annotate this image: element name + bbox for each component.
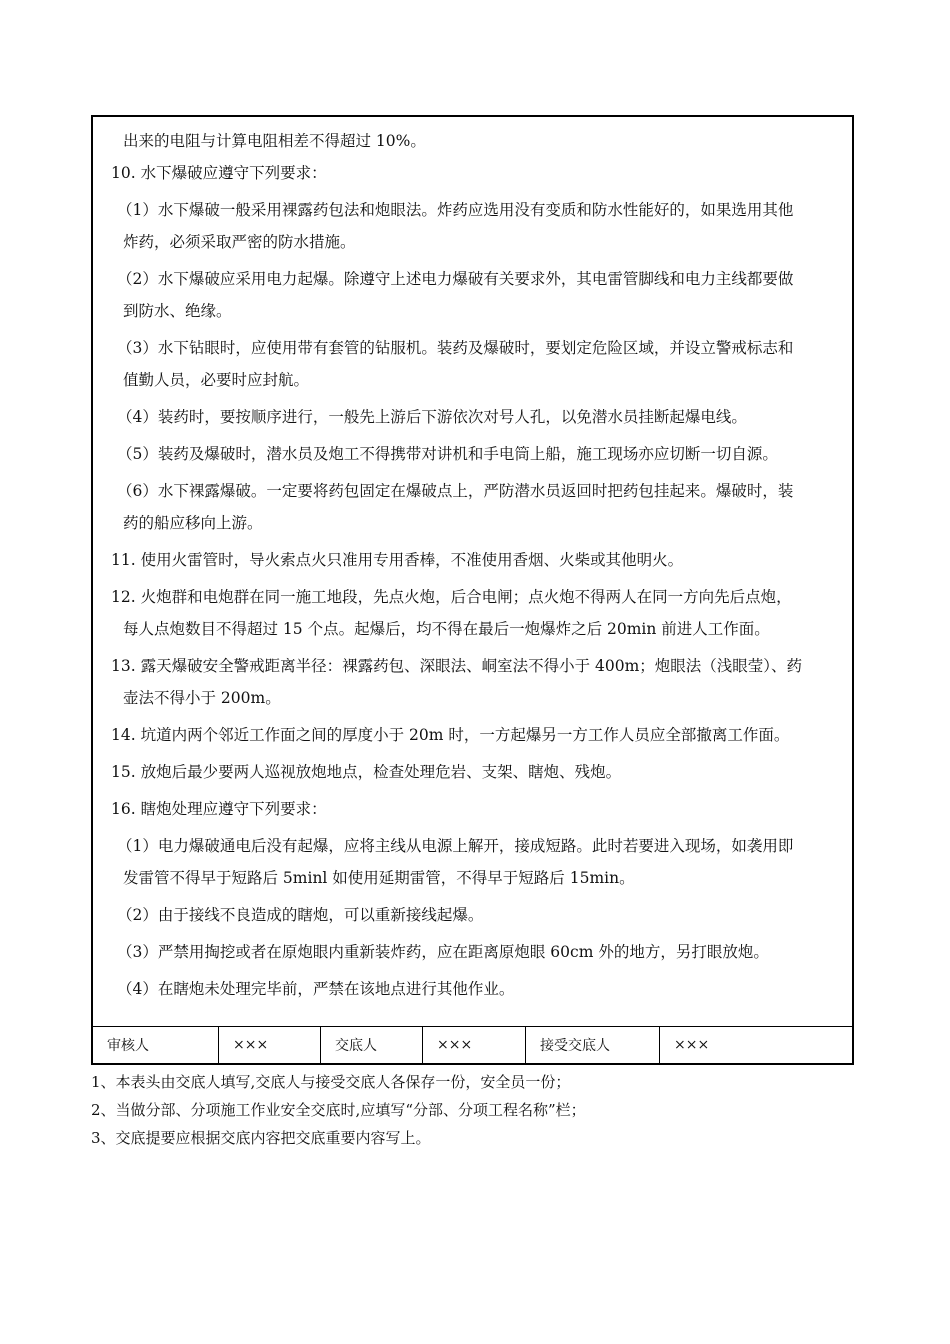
content-line: （2）由于接线不良造成的瞎炮，可以重新接线起爆。 (117, 906, 484, 924)
content-line: 药的船应移向上游。 (123, 514, 263, 532)
disclosure-form (91, 115, 854, 1065)
disclosure-content (93, 117, 852, 1029)
content-line: 值勤人员，必要时应封航。 (123, 371, 310, 389)
footnote: 3、交底提要应根据交底内容把交底重要内容写上。 (91, 1129, 431, 1147)
content-line: （3）水下钻眼时，应使用带有套管的钻服机。装药及爆破时，要划定危险区域，并设立警戒标志和 (117, 339, 794, 357)
reviewer-label: 审核人 (93, 1027, 219, 1063)
content-line: 15. 放炮后最少要两人巡视放炮地点，检查处理危岩、支架、瞎炮、残炮。 (111, 763, 622, 781)
signature-row (93, 1026, 852, 1063)
content-line: （5）装药及爆破时，潜水员及炮工不得携带对讲机和手电筒上船，施工现场亦应切断一切自源。 (117, 445, 778, 463)
content-line: （1）水下爆破一般采用裸露药包法和炮眼法。炸药应选用没有变质和防水性能好的，如果选用其他 (117, 201, 794, 219)
receiver-value: ××× (674, 1037, 710, 1053)
content-line: （4）在瞎炮未处理完毕前，严禁在该地点进行其他作业。 (117, 980, 515, 998)
content-line: （6）水下裸露爆破。一定要将药包固定在爆破点上，严防潜水员返回时把药包挂起来。爆破时，装 (117, 482, 794, 500)
footnote: 2、当做分部、分项施工作业安全交底时,应填写“分部、分项工程名称”栏； (91, 1101, 586, 1119)
content-line: 13. 露天爆破安全警戒距离半径：裸露药包、深眼法、峒室法不得小于 400m；炮眼法（浅眼莹）、药 (111, 657, 803, 675)
content-line: 14. 坑道内两个邻近工作面之间的厚度小于 20m 时，一方起爆另一方工作人员应全部撤离工作面。 (111, 726, 790, 744)
discloser-value: ××× (423, 1027, 526, 1063)
receiver-label: 接受交底人 (526, 1027, 660, 1063)
content-line: 10. 水下爆破应遵守下列要求： (111, 164, 327, 182)
content-line: 发雷管不得早于短路后 5minl 如使用延期雷管，不得早于短路后 15min。 (123, 869, 635, 887)
discloser-label: 交底人 (321, 1027, 423, 1063)
content-line: （1）电力爆破通电后没有起爆，应将主线从电源上解开，接成短路。此时若要进入现场，如袭用即 (117, 837, 794, 855)
content-line: 炸药，必须采取严密的防水措施。 (123, 233, 356, 251)
reviewer-value: ××× (219, 1027, 321, 1063)
content-line: （2）水下爆破应采用电力起爆。除遵守上述电力爆破有关要求外，其电雷管脚线和电力主线都要做 (117, 270, 794, 288)
content-line: 出来的电阻与计算电阻相差不得超过 10%。 (123, 132, 426, 150)
content-line: 每人点炮数目不得超过 15 个点。起爆后，均不得在最后一炮爆炸之后 20min 前进人工作面。 (123, 620, 770, 638)
content-line: 壶法不得小于 200m。 (123, 689, 281, 707)
content-line: 12. 火炮群和电炮群在同一施工地段，先点火炮，后合电闸；点火炮不得两人在同一方向先后点炮， (111, 588, 792, 606)
footnote: 1、本表头由交底人填写,交底人与接受交底人各保存一份，安全员一份； (91, 1073, 571, 1091)
content-line: （3）严禁用掏挖或者在原炮眼内重新装炸药，应在距离原炮眼 60cm 外的地方，另打眼放炮。 (117, 943, 769, 961)
content-line: （4）装药时，要按顺序进行，一般先上游后下游依次对号人孔，以免潜水员挂断起爆电线。 (117, 408, 747, 426)
footnotes (91, 1068, 851, 1152)
content-line: 16. 瞎炮处理应遵守下列要求： (111, 800, 327, 818)
content-line: 11. 使用火雷管时，导火索点火只准用专用香棒，不准使用香烟、火柴或其他明火。 (111, 551, 684, 569)
content-line: 到防水、绝缘。 (123, 302, 232, 320)
